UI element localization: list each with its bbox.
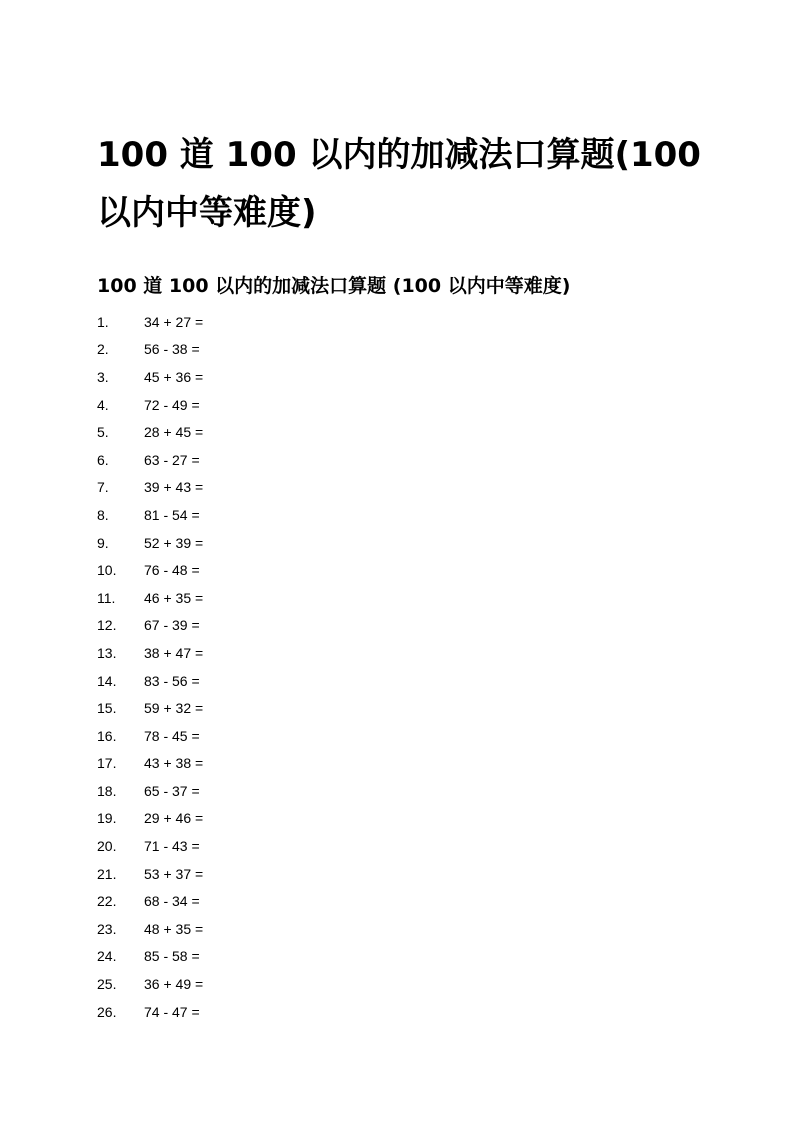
problem-item <box>97 970 203 998</box>
problem-item <box>97 777 203 805</box>
problem-item <box>97 887 203 915</box>
problem-item <box>97 363 203 391</box>
problem-expression: 36 + 49 = <box>144 976 204 993</box>
problem-item <box>97 694 203 722</box>
problem-expression: 78 - 45 = <box>144 727 200 744</box>
problem-number: 14. <box>97 672 117 689</box>
problem-item <box>97 474 203 502</box>
problem-number: 6. <box>97 451 109 468</box>
problem-item <box>97 998 203 1026</box>
problem-expression: 52 + 39 = <box>144 534 204 551</box>
problem-expression: 63 - 27 = <box>144 451 200 468</box>
problem-expression: 72 - 49 = <box>144 396 200 413</box>
problem-item <box>97 501 203 529</box>
problem-expression: 65 - 37 = <box>144 782 200 799</box>
problem-item <box>97 556 203 584</box>
problem-item <box>97 639 203 667</box>
problem-expression: 83 - 56 = <box>144 672 200 689</box>
problem-expression: 45 + 36 = <box>144 368 204 385</box>
problem-item <box>97 805 203 833</box>
problem-number: 13. <box>97 644 117 661</box>
problem-item <box>97 915 203 943</box>
problem-list <box>97 308 203 1025</box>
problem-number: 24. <box>97 948 117 965</box>
problem-item <box>97 832 203 860</box>
problem-number: 17. <box>97 755 117 772</box>
problem-expression: 71 - 43 = <box>144 838 200 855</box>
problem-item <box>97 750 203 778</box>
problem-expression: 43 + 38 = <box>144 755 204 772</box>
problem-number: 22. <box>97 893 117 910</box>
problem-number: 12. <box>97 617 117 634</box>
problem-expression: 39 + 43 = <box>144 479 204 496</box>
problem-item <box>97 529 203 557</box>
problem-item <box>97 860 203 888</box>
problem-expression: 81 - 54 = <box>144 506 200 523</box>
problem-item <box>97 943 203 971</box>
problem-number: 2. <box>97 341 109 358</box>
document-title: 100 道 100 以内的加减法口算题(100 以内中等难度) <box>97 135 701 233</box>
problem-expression: 28 + 45 = <box>144 424 204 441</box>
problem-number: 16. <box>97 727 117 744</box>
problem-number: 21. <box>97 865 117 882</box>
problem-item <box>97 446 203 474</box>
problem-expression: 74 - 47 = <box>144 1003 200 1020</box>
problem-number: 11. <box>97 589 116 606</box>
problem-expression: 85 - 58 = <box>144 948 200 965</box>
problem-item <box>97 418 203 446</box>
problem-number: 1. <box>97 313 109 330</box>
problem-expression: 48 + 35 = <box>144 920 204 937</box>
section-heading: 100 道 100 以内的加减法口算题 (100 以内中等难度) <box>97 275 571 297</box>
problem-item <box>97 667 203 695</box>
problem-expression: 59 + 32 = <box>144 700 204 717</box>
problem-number: 26. <box>97 1003 117 1020</box>
problem-expression: 68 - 34 = <box>144 893 200 910</box>
problem-item <box>97 584 203 612</box>
problem-number: 23. <box>97 920 117 937</box>
problem-item <box>97 612 203 640</box>
problem-item <box>97 722 203 750</box>
problem-number: 15. <box>97 700 117 717</box>
problem-expression: 56 - 38 = <box>144 341 200 358</box>
problem-expression: 67 - 39 = <box>144 617 200 634</box>
problem-number: 5. <box>97 424 109 441</box>
problem-expression: 76 - 48 = <box>144 562 200 579</box>
problem-number: 18. <box>97 782 117 799</box>
problem-number: 3. <box>97 368 109 385</box>
problem-number: 4. <box>97 396 109 413</box>
problem-expression: 29 + 46 = <box>144 810 204 827</box>
problem-expression: 46 + 35 = <box>144 589 204 606</box>
problem-number: 25. <box>97 976 117 993</box>
problem-expression: 53 + 37 = <box>144 865 204 882</box>
problem-number: 9. <box>97 534 109 551</box>
problem-item <box>97 336 203 364</box>
problem-item <box>97 308 203 336</box>
problem-number: 19. <box>97 810 117 827</box>
problem-number: 20. <box>97 838 117 855</box>
problem-expression: 34 + 27 = <box>144 313 204 330</box>
problem-number: 10. <box>97 562 117 579</box>
problem-number: 7. <box>97 479 109 496</box>
problem-expression: 38 + 47 = <box>144 644 204 661</box>
problem-item <box>97 391 203 419</box>
problem-number: 8. <box>97 506 109 523</box>
